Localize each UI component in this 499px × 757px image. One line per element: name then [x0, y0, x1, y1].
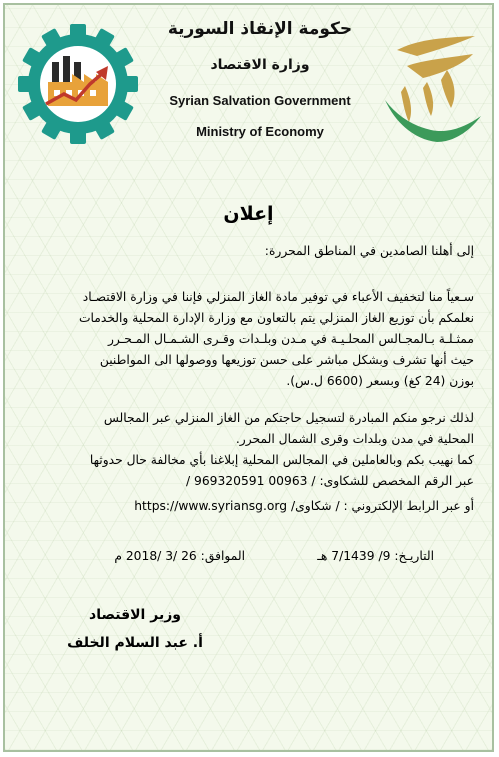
text-line: المحلية في مدن وبلدات وقرى الشمال المحرر. — [235, 432, 474, 446]
gregorian-date: الموافق: 26 /3 /2018 م — [114, 549, 245, 563]
paragraph-intro — [22, 287, 474, 392]
text-line: بوزن (24 كغ) وبسعر (6600 ل.س). — [286, 374, 474, 388]
signature-title: وزير الاقتصاد — [89, 607, 181, 623]
document-page — [3, 3, 494, 752]
text-line: نعلمكم بأن توزيع الغاز المنزلي يتم بالتعاون مع وزارة الإدارة المحلية والخدمات — [78, 311, 474, 325]
paragraph-request — [22, 408, 474, 492]
signature-name: أ. عبد السلام الخلف — [67, 635, 203, 651]
text-line: كما نهيب بكم وبالعاملين في المجالس المحلية إبلاغنا بأي مخالفة حال حدوثها — [89, 453, 474, 467]
text-line: حيث أنها تشرف وبشكل مباشر على حسن توزيعها ووصولها الى المواطنين — [99, 353, 474, 367]
text-line: سـعياً منا لتخفيف الأعباء في توفير مادة الغاز المنزلي فإننا في وزارة الاقتصـاد — [82, 290, 474, 304]
complaint-link-line: أو عبر الرابط الإلكتروني : / شكاوى/ https://www.syriansg.org — [134, 499, 474, 513]
government-name-english: Syrian Salvation Government — [169, 93, 351, 108]
text-line: لذلك نرجو منكم المبادرة لتسجيل حاجتكم من الغاز المنزلي عبر المجالس — [103, 411, 474, 425]
date-row — [5, 549, 492, 589]
text-line: ممثـلـة بـالمجـالس المحلـيـة في مـدن وبلـدات وقـرى الشـمـال المـحـرر — [107, 332, 474, 346]
ministry-gear-logo-icon — [17, 23, 139, 145]
syria-calligraphy-logo-icon — [377, 30, 489, 148]
ministry-name-english: Ministry of Economy — [196, 124, 324, 139]
greeting-line: إلى أهلنا الصامدين في المناطق المحررة: — [264, 244, 474, 258]
complaint-phone-line: عبر الرقم المخصص للشكاوى: / 00963 969320591 / — [185, 474, 474, 488]
hijri-date: التاريـخ: 9/ 7/1439 هـ — [317, 549, 434, 563]
ministry-name-arabic: وزارة الاقتصاد — [210, 57, 310, 73]
announcement-title: إعلان — [223, 203, 274, 225]
government-name-arabic: حكومة الإنقاذ السورية — [167, 19, 353, 39]
